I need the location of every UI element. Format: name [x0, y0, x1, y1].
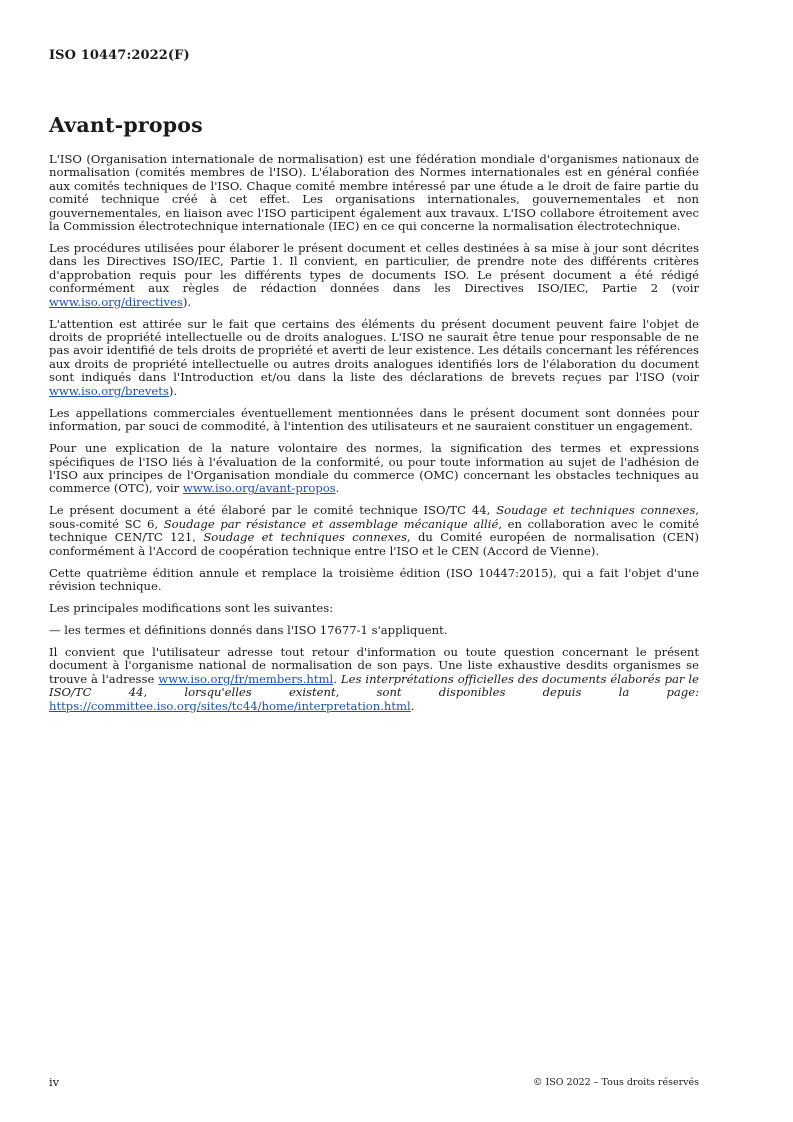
- list-item-text: — les termes et définitions donnés dans l'ISO 17677-1 s'appliquent.: [49, 622, 448, 637]
- paragraph-text: , sous-comité SC 6,: [49, 503, 699, 531]
- document-id-header: ISO 10447:2022(F): [49, 48, 190, 63]
- cen-committee-title-italic: Soudage et techniques connexes: [203, 530, 407, 545]
- paragraph-feedback: [49, 646, 699, 713]
- page-number: iv: [49, 1075, 60, 1089]
- list-item-change: [49, 624, 699, 637]
- paragraph-text: ).: [182, 294, 192, 309]
- paragraph-trade-names: [49, 407, 699, 434]
- foreword-link[interactable]: www.iso.org/avant-propos: [182, 481, 336, 496]
- paragraph-committee: [49, 504, 699, 558]
- paragraph-text: Pour une explication de la nature volontaire des normes, la signification des termes et expressions spécifiques de l'ISO liés à l'évaluation de la conformité, ou pour toute information au sujet de l'adhésion de l'ISO aux principes de l'Organisation mondiale du commerce (OMC) concernant les obstacles techniques au commerce (OTC), voir: [49, 441, 699, 496]
- paragraph-text: .: [333, 671, 341, 686]
- paragraph-text: Les appellations commerciales éventuellement mentionnées dans le présent document sont données pour information, par souci de commodité, à l'intention des utilisateurs et ne sauraient constituer un engagement.: [49, 405, 699, 434]
- paragraph-text: Cette quatrième édition annule et remplace la troisième édition (ISO 10447:2015), qui a fait l'objet d'une révision technique.: [49, 565, 699, 593]
- interpretations-italic: Les interprétations officielles des documents élaborés par le ISO/TC 44, lorsqu'elles existent, sont disponibles depuis la page:: [49, 671, 699, 700]
- paragraph-iso-intro: [49, 153, 699, 233]
- interpretation-link[interactable]: https://committee.iso.org/sites/tc44/home/interpretation.html: [49, 698, 411, 713]
- paragraph-edition: [49, 567, 699, 594]
- paragraph-text: .: [335, 481, 340, 496]
- paragraph-text: , du Comité européen de normalisation (CEN) conformément à l'Accord de coopération technique entre l'ISO et le CEN (Accord de Vienne).: [49, 530, 699, 558]
- paragraph-text: .: [410, 698, 415, 713]
- paragraph-text: , en collaboration avec le comité technique CEN/TC 121,: [49, 516, 699, 545]
- paragraph-voluntary-nature: [49, 442, 699, 496]
- paragraph-text: Les principales modifications sont les suivantes:: [49, 600, 334, 615]
- paragraph-procedures: [49, 242, 699, 309]
- page-title: Avant-propos: [49, 113, 203, 137]
- paragraph-changes-intro: [49, 602, 699, 615]
- patents-link[interactable]: www.iso.org/brevets: [49, 383, 169, 398]
- paragraph-text: ).: [168, 383, 178, 398]
- paragraph-patents: [49, 318, 699, 398]
- paragraph-text: Le présent document a été élaboré par le comité technique ISO/TC 44,: [49, 503, 497, 518]
- subcommittee-title-italic: Soudage par résistance et assemblage mécanique allié: [163, 516, 499, 531]
- foreword-body: [49, 153, 699, 722]
- paragraph-text: L'ISO (Organisation internationale de normalisation) est une fédération mondiale d'organismes nationaux de normalisation (comités membres de l'ISO). L'élaboration des Normes internationales est en général confiée aux comités techniques de l'ISO. Chaque comité membre intéressé par une étude a le droit de faire partie du comité technique créé à cet effet. Les organisations internationales, gouvernementales et non gouvernementales, en liaison avec l'ISO participent également aux travaux. L'ISO collabore étroitement avec la Commission électrotechnique internationale (IEC) en ce qui concerne la normalisation électrotechnique.: [49, 152, 699, 234]
- directives-link[interactable]: www.iso.org/directives: [49, 294, 183, 309]
- committee-title-italic: Soudage et techniques connexes: [496, 503, 696, 518]
- copyright-notice: © ISO 2022 – Tous droits réservés: [532, 1077, 699, 1088]
- paragraph-text: L'attention est attirée sur le fait que certains des éléments du présent document peuvent faire l'objet de droits de propriété intellectuelle ou de droits analogues. L'ISO ne saurait être tenue pour responsable de ne pas avoir identifié de tels droits de propriété et averti de leur existence. Les détails concernant les références aux droits de propriété intellectuelle ou autres droits analogues identifiés lors de l'élaboration du document sont indiqués dans l'Introduction et/ou dans la liste des déclarations de brevets reçues par l'ISO (voir: [49, 316, 699, 385]
- paragraph-text: Il convient que l'utilisateur adresse tout retour d'information ou toute question concernant le présent document à l'organisme national de normalisation de son pays. Une liste exhaustive desdits organismes se trouve à l'adresse: [49, 644, 699, 686]
- paragraph-text: Les procédures utilisées pour élaborer le présent document et celles destinées à sa mise à jour sont décrites dans les Directives ISO/IEC, Partie 1. Il convient, en particulier, de prendre note des différents critères d'approbation requis pour les différents types de documents ISO. Le présent document a été rédigé conformément aux règles de rédaction données dans les Directives ISO/IEC, Partie 2 (voir: [49, 241, 699, 296]
- members-link[interactable]: www.iso.org/fr/members.html: [158, 671, 334, 686]
